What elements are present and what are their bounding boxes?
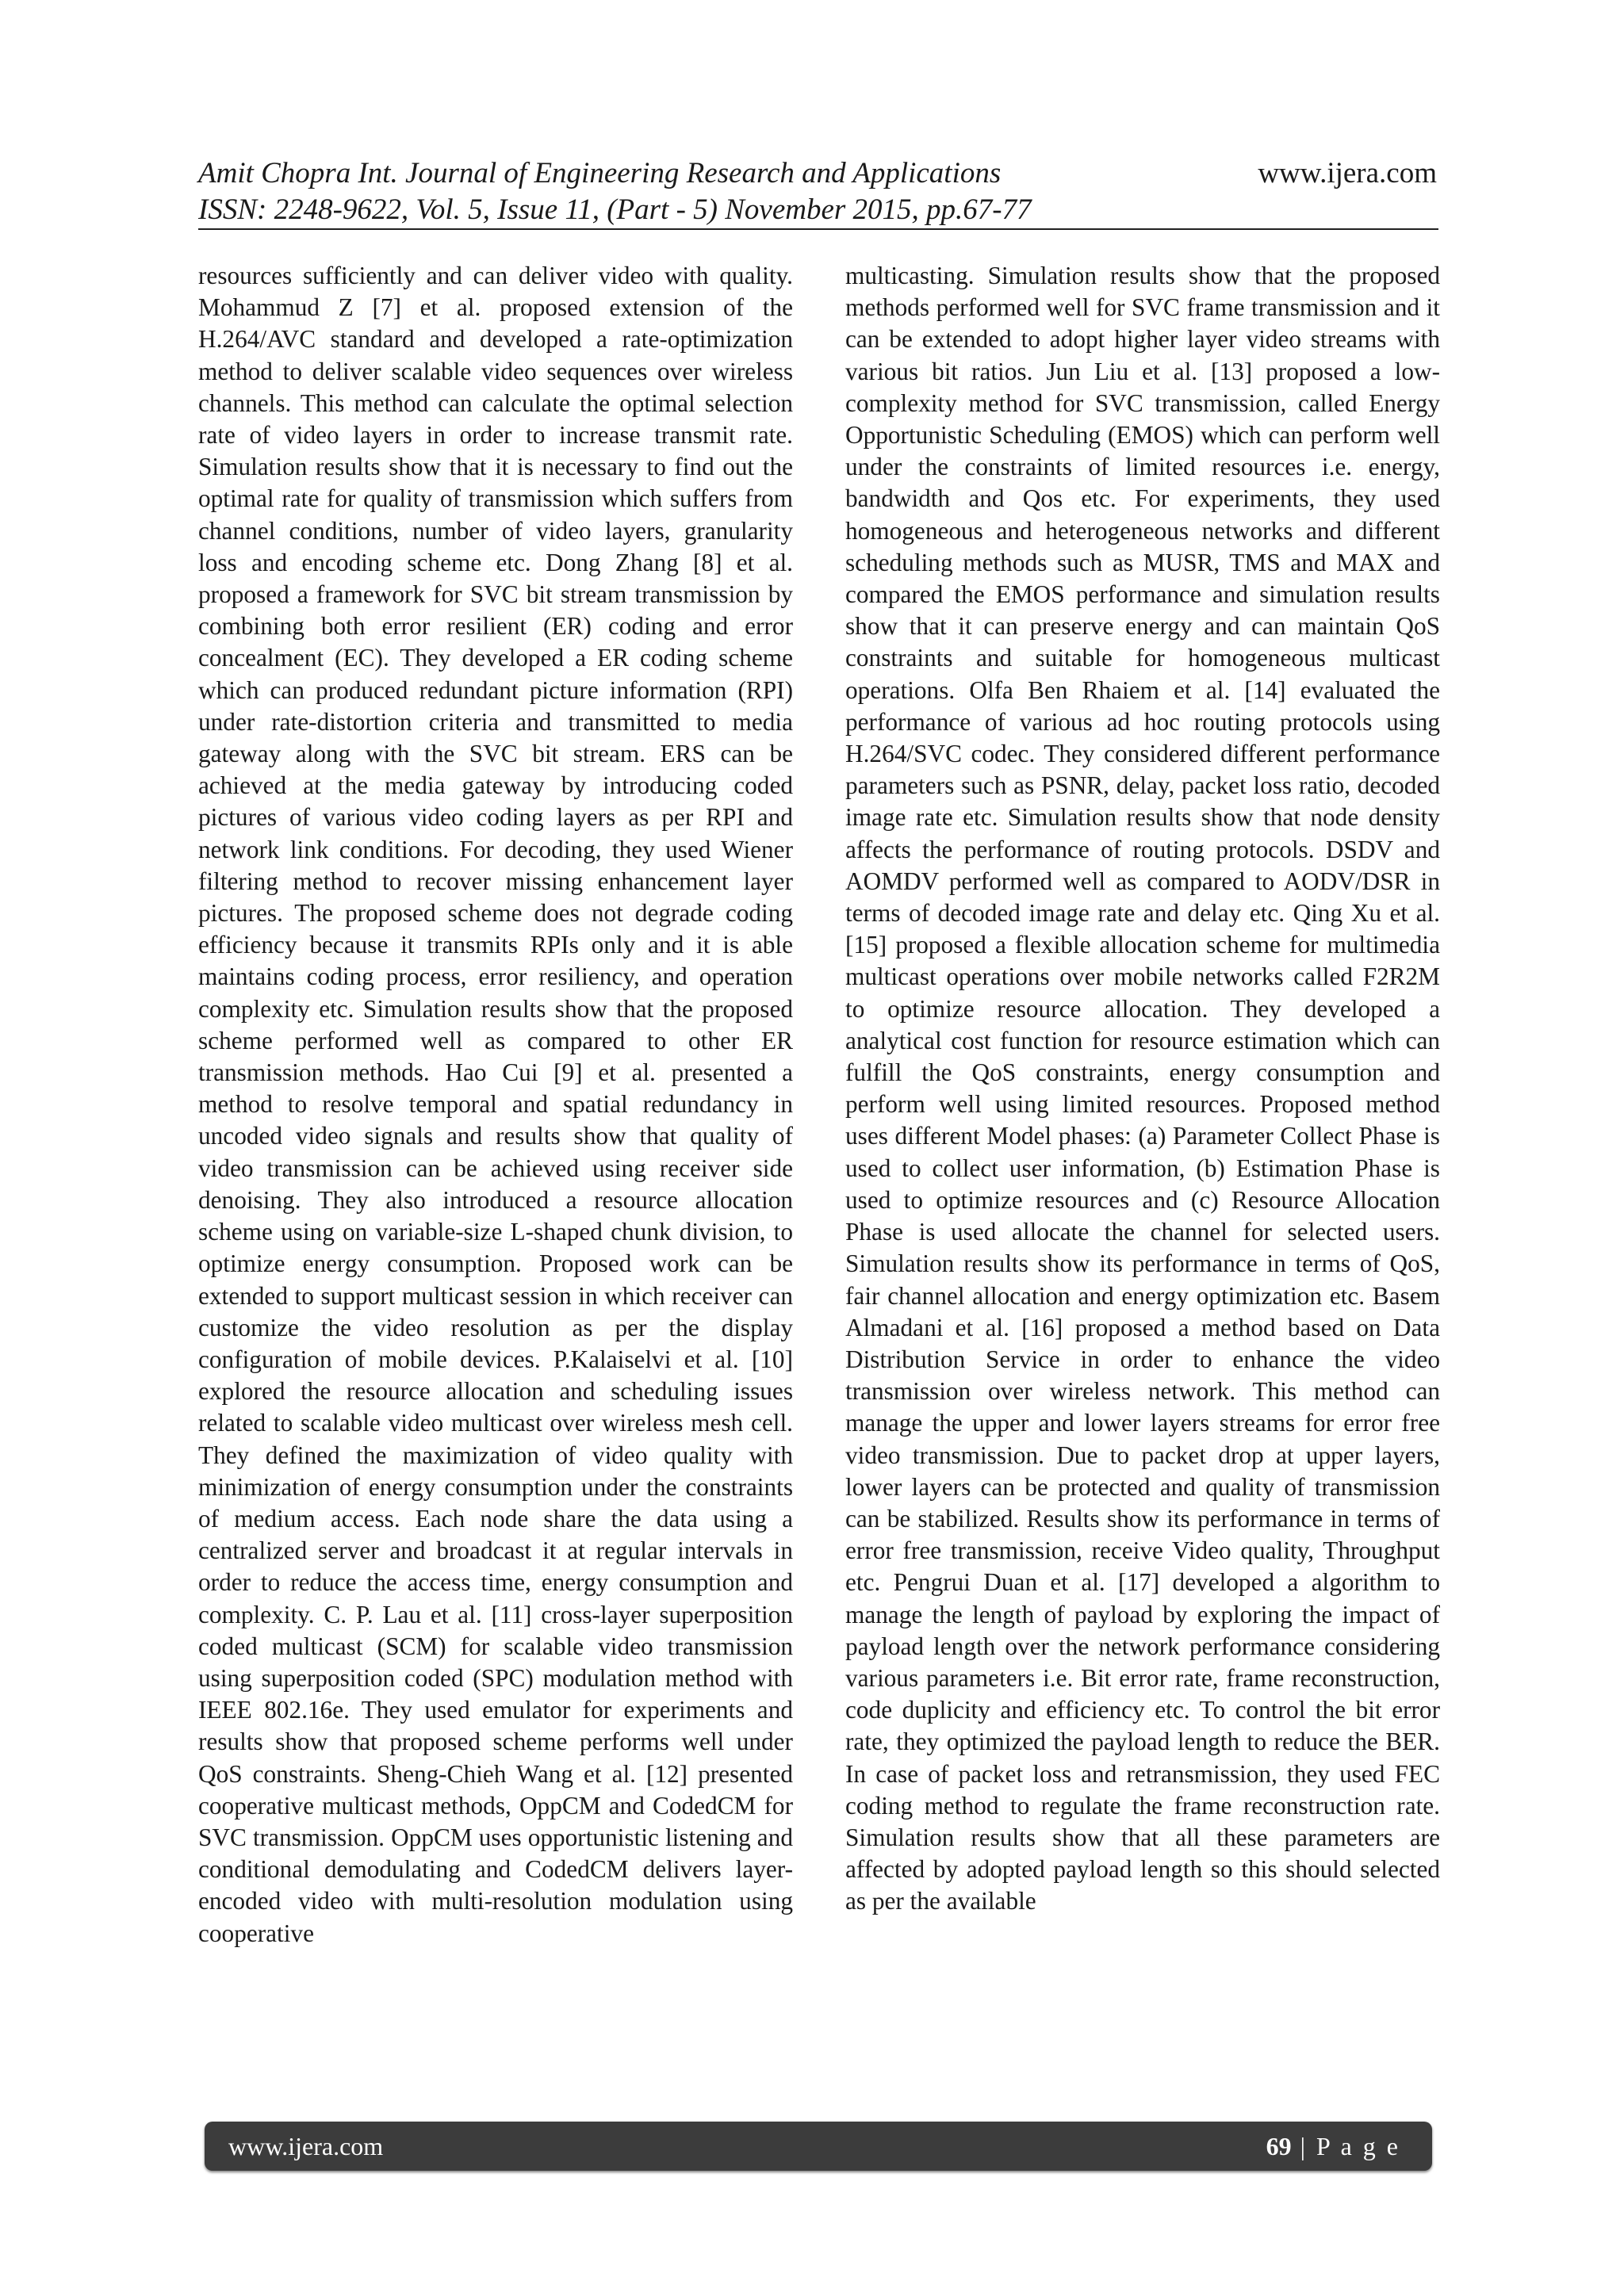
footer-website-link[interactable]: www.ijera.com <box>228 2132 384 2160</box>
issn-citation: ISSN: 2248-9622, Vol. 5, Issue 11, (Part - 5) November 2015, pp.67-77 <box>198 193 1032 226</box>
body-paragraph-left: resources sufficiently and can deliver video with quality. Mohammud Z [7] et al. proposed extension of the H.264/AVC standard and developed a rate-optimization method to deliver scalable video sequences over wireless channels. This method can calculate the optimal selection rate of video layers in order to increase transmit rate. Simulation results show that it is necessary to find out the optimal rate for quality of transmission which suffers from channel conditions, number of video layers, granularity loss and encoding scheme etc. Dong Zhang [8] et al. proposed a framework for SVC bit stream transmission by combining both error resilient (ER) coding and error concealment (EC). They developed a ER coding scheme which can produced redundant picture information (RPI) under rate-distortion criteria and transmitted to media gateway along with the SVC bit stream. ERS can be achieved at the media gateway by introducing coded pictures of various video coding layers as per RPI and network link conditions. For decoding, they used Wiener filtering method to recover missing enhancement layer pictures. The proposed scheme does not degrade coding efficiency because it transmits RPIs only and it is able maintains coding process, error resiliency, and operation complexity etc. Simulation results show that the proposed scheme performed well as compared to other ER transmission methods. Hao Cui [9] et al. presented a method to resolve temporal and spatial redundancy in uncoded video signals and results show that quality of video transmission can be achieved using receiver side denoising. They also introduced a resource allocation scheme using on variable-size L-shaped chunk division, to optimize energy consumption. Proposed work can be extended to support multicast session in which receiver can customize the video resolution as per the display configuration of mobile devices. P.Kalaiselvi et al. [10] explored the resource allocation and scheduling issues related to scalable video multicast over wireless mesh cell. They defined the maximization of video quality with minimization of energy consumption under the constraints of medium access. Each node share the data using a centralized server and broadcast it at regular intervals in order to reduce the access time, energy consumption and complexity. C. P. Lau et al. [11] cross-layer superposition coded multicast (SCM) for scalable video transmission using superposition coded (SPC) modulation method with IEEE 802.16e. They used emulator for experiments and results show that proposed scheme performs well under QoS constraints. Sheng-Chieh Wang et al. [12] presented cooperative multicast methods, OppCM and CodedCM for SVC transmission. OppCM uses opportunistic listening and conditional demodulating and CodedCM delivers layer-encoded video with multi-resolution modulation using cooperative <box>198 262 793 1947</box>
body-column-left <box>198 260 793 2099</box>
page-suffix: | P a g e <box>1300 2132 1400 2160</box>
body-column-right <box>845 260 1440 2099</box>
page-number-label <box>1266 2131 1400 2161</box>
body-paragraph-right: multicasting. Simulation results show that the proposed methods performed well for SVC frame transmission and it can be extended to adopt higher layer video streams with various bit ratios. Jun Liu et al. [13] proposed a low-complexity method for SVC transmission, called Energy Opportunistic Scheduling (EMOS) which can perform well under the constraints of limited resources i.e. energy, bandwidth and Qos etc. For experiments, they used homogeneous and heterogeneous networks and different scheduling methods such as MUSR, TMS and MAX and compared the EMOS performance and simulation results show that it can preserve energy and can maintain QoS constraints and suitable for homogeneous multicast operations. Olfa Ben Rhaiem et al. [14] evaluated the performance of various ad hoc routing protocols using H.264/SVC codec. They considered different performance parameters such as PSNR, delay, packet loss ratio, decoded image rate etc. Simulation results show that node density affects the performance of routing protocols. DSDV and AOMDV performed well as compared to AODV/DSR in terms of decoded image rate and delay etc. Qing Xu et al. [15] proposed a flexible allocation scheme for multimedia multicast operations over mobile networks called F2R2M to optimize resource allocation. They developed a analytical cost function for resource estimation which can fulfill the QoS constraints, energy consumption and perform well using limited resources. Proposed method uses different Model phases: (a) Parameter Collect Phase is used to collect user information, (b) Estimation Phase is used to optimize resources and (c) Resource Allocation Phase is used allocate the channel for selected users. Simulation results show its performance in terms of QoS, fair channel allocation and energy optimization etc. Basem Almadani et al. [16] proposed a method based on Data Distribution Service in order to enhance the video transmission over wireless network. This method can manage the upper and lower layers streams for error free video transmission. Due to packet drop at upper layers, lower layers can be protected and quality of transmission can be stabilized. Results show its performance in terms of error free transmission, receive Video quality, Throughput etc. Pengrui Duan et al. [17] developed a algorithm to manage the length of payload by exploring the impact of payload length over the network performance considering various parameters i.e. Bit error rate, frame reconstruction, code duplicity and efficiency etc. To control the bit error rate, they optimized the payload length to reduce the BER. In case of packet loss and retransmission, they used FEC coding method to regulate the frame reconstruction rate. Simulation results show that all these parameters are affected by adopted payload length so this should selected as per the available <box>845 262 1440 1915</box>
header-divider <box>198 228 1438 230</box>
page-number: 69 <box>1266 2132 1292 2160</box>
page-footer <box>205 2122 1432 2171</box>
journal-citation: Amit Chopra Int. Journal of Engineering Research and Applications <box>198 157 1002 189</box>
header-website-link[interactable]: www.ijera.com <box>1258 157 1437 189</box>
running-header <box>198 155 1437 228</box>
